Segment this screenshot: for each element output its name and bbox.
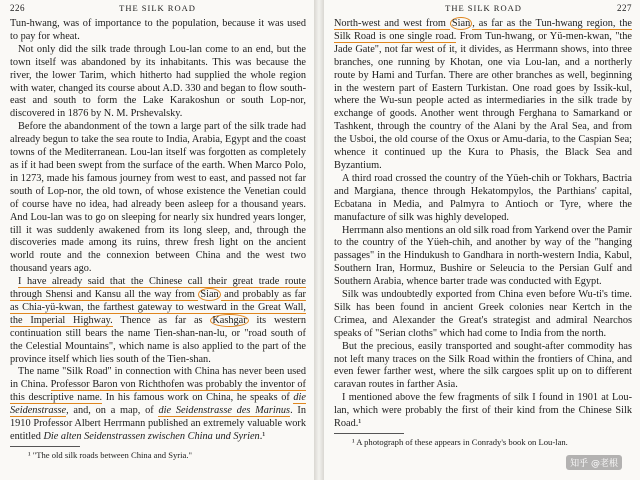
highlighted-text: Professor Baron von Richthofen was probably the inventor of this descriptive name.	[10, 379, 306, 404]
right-running-header	[334, 3, 632, 18]
left-footnote: ¹ "The old silk roads between China and Syria."	[28, 449, 193, 460]
right-page-number: 227	[617, 3, 632, 13]
right-body-text	[334, 18, 632, 448]
right-paragraph-3: Herrmann also mentions an old silk road from Yarkend over the Pamir to the country of the Yüeh-chih, and another by way of the "hanging passages" in the Hindukush to Gandhara in north-western India, Kabul, Southern Iran, Hormuz, Bushire or Seleucia to the Persian Gulf and Southern Arabia, whence barter trade was conducted with Egypt.	[334, 224, 632, 288]
left-page	[0, 0, 314, 480]
left-page-number: 226	[10, 3, 25, 13]
right-paragraph-5: But the precious, easily transported and sought-after commodity has not left many traces on the Silk Road within the frontiers of China, and even fewer farther west, where the silk cargoes split up on to different caravan routes in farther Asia.	[334, 340, 632, 391]
right-footnote: ¹ A photograph of these appears in Conrady's book on Lou-lan.	[352, 437, 568, 447]
highlighted-title: die Seidenstrasse	[10, 392, 306, 417]
circled-word: Kashgar	[212, 314, 247, 326]
right-paragraph-6: I mentioned above the few fragments of silk I found in 1901 at Lou-lan, which were probably the first of their kind from the Chinese Silk Road.¹	[334, 392, 632, 430]
right-page	[324, 0, 640, 480]
left-running-title: THE SILK ROAD	[119, 3, 196, 13]
highlighted-text: and probably as far as Chia-yü-kwan, the farthest gateway to westward in the Great Wall, the Imperial Highway.	[10, 289, 306, 326]
left-running-header	[10, 3, 306, 18]
footnote-rule	[334, 433, 404, 434]
circled-word: Sian	[200, 289, 219, 301]
right-paragraph-1: North-west and west from Sian , as far as the Tun-hwang region, the Silk Road is one single road. From Tun-hwang, or Yü-men-kwan, "the Jade Gate", not far west of it, it divides, as Herrmann shows, into three branches, one running by Khotan, one via Lou-lan, and a northerly route by Hami and Turfan. There are other branches as well, beginning in the western part of Eastern Turkistan. One road goes by Issik-kul, where the Wu-sun people acted as intermediaries in the silk trade by exchange of goods. Another went through Ferghana to Samarkand or Tashkent, through the country of the Alani by the Aral Sea, and from the Usboi, the old course of the Oxus or Amu-daria, to the Caspian Sea; whence it continued up the Kura to Phasis, the Black Sea and Byzantium.	[334, 18, 632, 171]
left-body-text	[10, 18, 306, 460]
book-gutter	[314, 0, 324, 480]
right-paragraph-2: A third road crossed the country of the Yüeh-chih or Tokhars, Bactria and Margiana, thence through Hekatompylos, the Parthians' capital, Ecbatana in Media, and Palmyra to Antioch or Tyre, where the manufacture of silk was highly developed.	[334, 172, 632, 223]
watermark: 知乎 @老根	[566, 455, 622, 470]
left-paragraph-2: Not only did the silk trade through Lou-lan come to an end, but the town itself was abandoned by its inhabitants. This was because the river, the lower Tarim, which hitherto had supplied the whole region with water, changed its course about A.D. 330 and began to flow south-east and south to form the Lake Karakoshun or south Lop-nor, discovered in 1876 by N. M. Prshevalsky.	[10, 43, 306, 120]
left-paragraph-4: I have already said that the Chinese call their great trade route through Shensi and Kansu all the way from Sian and probably as far as Chia-yü-kwan, the farthest gateway to westward in the Great Wall, the Imperial Highway. Thence as far as Kashgar its western continuation still bears the name Tien-shan-nan-lu, or "road south of the Celestial Mountains", which name is also applied to the part of the province itself which lies south of the Tien-shan.	[10, 276, 307, 365]
right-running-title: THE SILK ROAD	[445, 3, 522, 13]
highlighted-text: , as far as the Tun-hwang region, the Silk Road is one single road.	[334, 18, 632, 42]
highlighted-text: I have already said that the Chinese call their great trade route through Shensi and Kansu all the way from	[10, 276, 306, 301]
highlighted-title: die Seidenstrasse des Marinus	[158, 405, 291, 417]
left-paragraph-3: Before the abandonment of the town a large part of the silk trade had already begun to take the sea route to India, Arabia, Egypt and the coast towns of the Mediterranean. Lou-lan itself was forgotten as completely as if it had been swept from the surface of the earth. When Marco Polo, in 1273, made his famous journey from west to east, and passed not far south of Lop-nor, the old town, of whose existence the Venetian could of course have no idea, had already been asleep for a thousand years. And Lou-lan was to go on sleeping for nearly six hundred years longer, till it was suddenly awakened from its long sleep, and, through the discoveries made among its ruins, threw fresh light on the ancient world route and the connexion between China and the west two thousand years ago.	[10, 121, 306, 275]
left-paragraph-5: The name "Silk Road" in connection with China has never been used in China. Professor Baron von Richthofen was probably the inventor of this descriptive name. In his famous work on China, he speaks of die Seidenstrasse, and, on a map, of die Seidenstrasse des Marinus. In 1910 Professor Albert Herrmann published an extremely valuable work entitled Die alten Seidenstrassen zwischen China und Syrien.¹	[10, 366, 307, 442]
left-paragraph-1: Tun-hwang, was of importance to the population, because it was used to pay for wheat.	[10, 18, 306, 42]
circled-word: Sian	[451, 18, 471, 29]
highlighted-text: North-west and west from	[334, 18, 450, 29]
footnote-rule	[10, 446, 80, 447]
right-paragraph-4: Silk was undoubtedly exported from China even before Wu-ti's time. Silk has been found in ancient Greek colonies near Kertch in the Crimea, and Alexander the Great's strategist and admiral Nearchos speaks of "Serian cloths" which had come to India from the north.	[334, 289, 632, 339]
